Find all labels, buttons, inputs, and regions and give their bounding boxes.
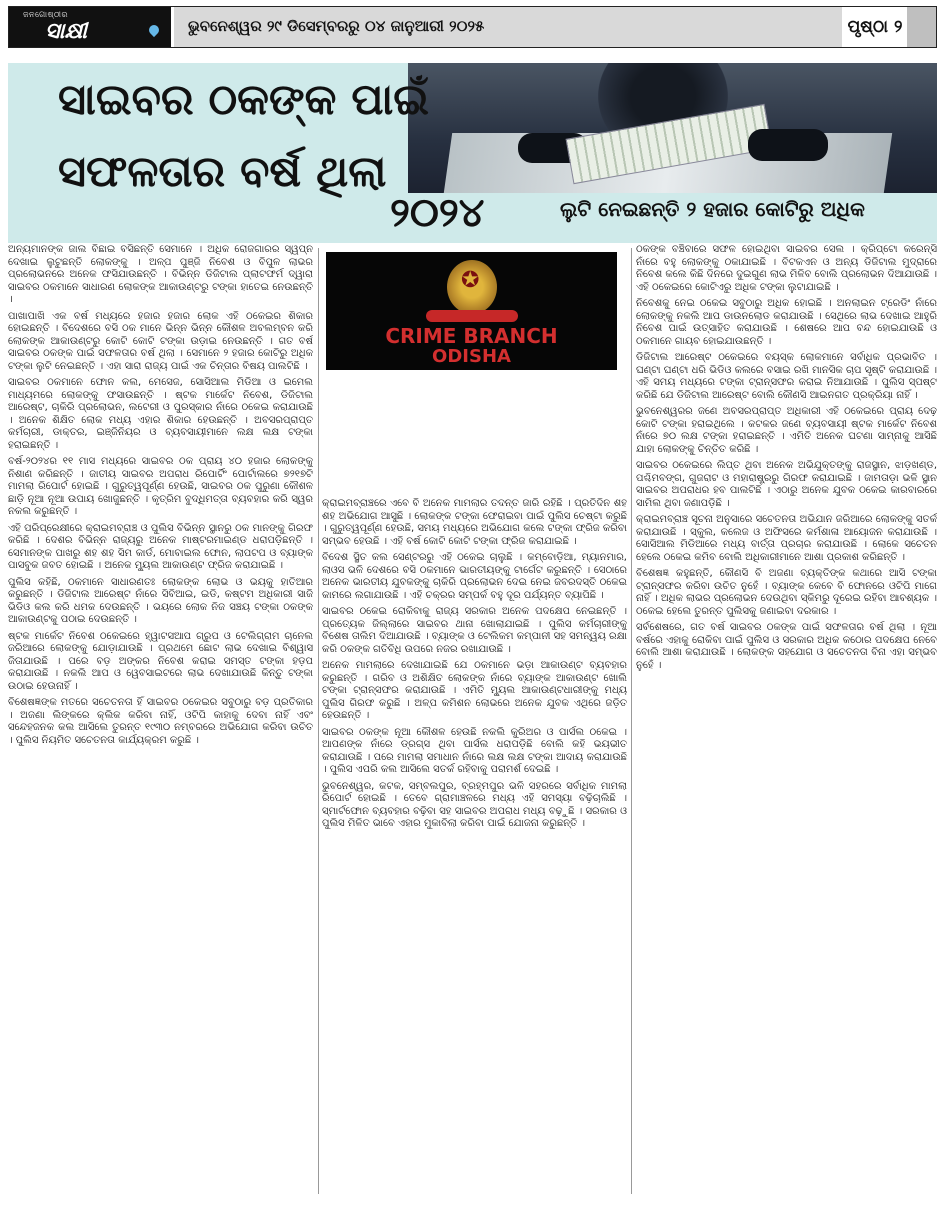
masthead — [8, 6, 937, 48]
paragraph: କ୍ରାଇମବ୍ରାଞ୍ଚରେ ଏବେ ବି ଅନେକ ମାମଲାର ତଦନ୍ତ ଜାରି ରହିଛି । ପ୍ରତିଦିନ ଶହ ଶହ ଅଭିଯୋଗ ଆସୁଛି । ଲୋକଙ୍କ ଟଙ୍କା ଫେରାଇବା ପାଇଁ ପୁଲିସ ଚେଷ୍ଟା କରୁଛି । ଗୁରୁତ୍ୱପୂର୍ଣ୍ଣ ହେଉଛି, ସମୟ ମଧ୍ୟରେ ଅଭିଯୋଗ କଲେ ଟଙ୍କା ଫ୍ରିଜ କରିବା ସମ୍ଭବ ହେଉଛି । ଏହି ବର୍ଷ କୋଟି କୋଟି ଟଙ୍କା ଫ୍ରିଜ କରାଯାଇଛି । — [322, 498, 627, 547]
column-divider — [631, 248, 632, 1194]
paragraph: ଏହି ପରିପ୍ରେକ୍ଷୀରେ କ୍ରାଇମବ୍ରାଞ୍ଚ ଓ ପୁଲିସ ବିଭିନ୍ନ ସ୍ଥାନରୁ ଠକ ମାନଙ୍କୁ ଗିରଫ କରିଛି । ଦେଶର ବିଭିନ୍ନ ରାଜ୍ୟରୁ ଅନେକ ମାଷ୍ଟରମାଇଣ୍ଡ ଧରାପଡ଼ିଛନ୍ତି । ସେମାନଙ୍କ ପାଖରୁ ଶହ ଶହ ସିମ କାର୍ଡ, ମୋବାଇଲ ଫୋନ, ଲାପଟପ ଓ ବ୍ୟାଙ୍କ ପାସବୁକ ଜବତ ହୋଇଛି । ଅନେକ ମ୍ୟୁଲ ଆକାଉଣ୍ଟ ଫ୍ରିଜ କରାଯାଇଛି । — [8, 522, 313, 571]
crime-branch-photo — [326, 252, 617, 370]
subheadline: ଲୁଟି ନେଇଛନ୍ତି ୨ ହଜାର କୋଟିରୁ ଅଧିକ — [560, 197, 865, 221]
paragraph: ପୁଲିସ କହିଛି, ଠକମାନେ ସାଧାରଣତଃ ଲୋକଙ୍କ ଲୋଭ ଓ ଭୟକୁ ହାତିଆର କରୁଛନ୍ତି । ଡିଜିଟାଲ ଆରେଷ୍ଟ ନାଁରେ ସିବିଆଇ, ଇଡି, କଷ୍ଟମ ଅଧିକାରୀ ସାଜି ଭିଡିଓ କଲ କରି ଧମକ ଦେଉଛନ୍ତି । ଭୟରେ ଲୋକ ନିଜ ସଞ୍ଚୟ ଟଙ୍କା ଠକଙ୍କ ଆକାଉଣ୍ଟକୁ ପଠାଇ ଦେଉଛନ୍ତି । — [8, 576, 313, 625]
issue-date: ଭୁବନେଶ୍ୱର ୨୯ ଡିସେମ୍ବରରୁ ୦୪ ଜାନୁଆରୀ ୨୦୨୫ — [174, 7, 842, 47]
paragraph: ସାଇବର ଠକଙ୍କ ନୂଆ କୌଶଳ ହେଉଛି ନକଲି କୁରିଅର ଓ ପାର୍ସଲ ଠକେଇ । ଆପଣଙ୍କ ନାଁରେ ଡ୍ରଗ୍ସ ଥିବା ପାର୍ସଲ ଧରାପଡ଼ିଛି ବୋଲି କହି ଭୟଭୀତ କରାଯାଉଛି । ପରେ ମାମଲା ସମାଧାନ ନାଁରେ ଲକ୍ଷ ଲକ୍ଷ ଟଙ୍କା ଆଦାୟ କରାଯାଉଛି । ପୁଲିସ ଏପରି କଲ ଆସିଲେ ସତର୍କ ରହିବାକୁ ପରାମର୍ଶ ଦେଇଛି । — [322, 726, 627, 775]
headline-line-1: ସାଇବର ଠକଙ୍କ ପାଇଁ — [58, 75, 430, 125]
article-column-2 — [322, 498, 627, 1196]
drop-icon — [147, 23, 161, 37]
crime-branch-state: ODISHA — [432, 346, 511, 367]
paragraph: ସାଇବର ଠକେଇ ରୋକିବାକୁ ରାଜ୍ୟ ସରକାର ଅନେକ ପଦକ୍ଷେପ ନେଇଛନ୍ତି । ପ୍ରତ୍ୟେକ ଜିଲ୍ଲାରେ ସାଇବର ଥାନା ଖୋଲାଯାଇଛି । ପୁଲିସ କର୍ମଚାରୀଙ୍କୁ ବିଶେଷ ତାଲିମ ଦିଆଯାଉଛି । ବ୍ୟାଙ୍କ ଓ ଟେଲିକମ କମ୍ପାନୀ ସହ ସମନ୍ୱୟ ରକ୍ଷା କରି ଠକଙ୍କ ଗତିବିଧି ଉପରେ ନଜର ରଖାଯାଉଛି । — [322, 606, 627, 655]
paragraph: ସାଇବର ଠକମାନେ ଫୋନ କଲ, ମେସେଜ, ସୋସିଆଲ ମିଡିଆ ଓ ଇମେଲ ମାଧ୍ୟମରେ ଲୋକଙ୍କୁ ଫସାଉଛନ୍ତି । ଷ୍ଟକ ମାର୍କେଟ ନିବେଶ, ଡିଜିଟାଲ ଆରେଷ୍ଟ, ଚାକିରି ପ୍ରଲୋଭନ, ଲଟେରୀ ଓ ପୁରସ୍କାର ନାଁରେ ଠକେଇ କରାଯାଉଛି । ଅନେକ ଶିକ୍ଷିତ ଲୋକ ମଧ୍ୟ ଏହାର ଶିକାର ହେଉଛନ୍ତି । ଅବସରପ୍ରାପ୍ତ କର୍ମଚାରୀ, ଡାକ୍ତର, ଇଞ୍ଜିନିୟର ଓ ବ୍ୟବସାୟୀମାନେ ଲକ୍ଷ ଲକ୍ଷ ଟଙ୍କା ହରାଇଛନ୍ତି । — [8, 377, 313, 451]
newspaper-logo — [9, 7, 171, 47]
emblem-ribbon — [426, 310, 518, 322]
paragraph: ଠକଙ୍କ ବଞ୍ଚିବାରେ ସଫଳ ହୋଇଥିବା ସାଇବର ସେଲ । କ୍ରିପ୍ଟୋ କରେନ୍ସି ନାଁରେ ବହୁ ଲୋକଙ୍କୁ ଠକାଯାଇଛି । ବିଟକଏନ ଓ ଅନ୍ୟ ଡିଜିଟାଲ ମୁଦ୍ରାରେ ନିବେଶ କଲେ କିଛି ଦିନରେ ଦୁଇଗୁଣ ଲାଭ ମିଳିବ ବୋଲି ପ୍ରଲୋଭନ ଦିଆଯାଉଛି । ଏହି ଠକେଇରେ କୋଟିଏରୁ ଅଧିକ ଟଙ୍କା ଲୁଟାଯାଇଛି । — [636, 244, 937, 293]
paragraph: ପାଖାପାଖି ଏକ ବର୍ଷ ମଧ୍ୟରେ ହଜାର ହଜାର ଲୋକ ଏହି ଠକେଇର ଶିକାର ହୋଇଛନ୍ତି । ବିଦେଶରେ ବସି ଠକ ମାନେ ଭିନ୍ନ ଭିନ୍ନ କୌଶଳ ଅବଲମ୍ବନ କରି ଲୋକଙ୍କ ଆକାଉଣ୍ଟରୁ କୋଟି କୋଟି ଟଙ୍କା ଉଡ଼ାଇ ନେଉଛନ୍ତି । ଗତ ବର୍ଷ ସାଇବର ଠକଙ୍କ ପାଇଁ ସଫଳତାର ବର୍ଷ ଥିଲା । ସେମାନେ ୨ ହଜାର କୋଟିରୁ ଅଧିକ ଟଙ୍କା ଲୁଟି ନେଇଛନ୍ତି । ଏହା ସାରା ରାଜ୍ୟ ପାଇଁ ଏକ ଚିନ୍ତାର ବିଷୟ ପାଲଟିଛି । — [8, 310, 313, 372]
column-divider — [318, 248, 319, 1194]
paragraph: କ୍ରାଇମବ୍ରାଞ୍ଚ ସୂଚନା ଅନୁସାରେ ସଚେତନତା ଅଭିଯାନ ଜରିଆରେ ଲୋକଙ୍କୁ ସତର୍କ କରାଯାଉଛି । ସ୍କୁଲ, କଲେଜ ଓ ଅଫିସରେ କର୍ମଶାଳା ଆୟୋଜନ କରାଯାଉଛି । ସୋସିଆଲ ମିଡିଆରେ ମଧ୍ୟ ବାର୍ତ୍ତା ପ୍ରଚାର କରାଯାଉଛି । ଲୋକେ ସଚେତନ ହେଲେ ଠକେଇ କମିବ ବୋଲି ଅଧିକାରୀମାନେ ଆଶା ପ୍ରକାଶ କରିଛନ୍ତି । — [636, 514, 937, 563]
paragraph: ଷ୍ଟକ ମାର୍କେଟ ନିବେଶ ଠକେଇରେ ହ୍ୱାଟସଆପ ଗ୍ରୁପ ଓ ଟେଲିଗ୍ରାମ ଚାନେଲ ଜରିଆରେ ଲୋକଙ୍କୁ ଯୋଡ଼ାଯାଉଛି । ପ୍ରଥମେ ଛୋଟ ଲାଭ ଦେଖାଇ ବିଶ୍ୱାସ ଜିତାଯାଉଛି । ପରେ ବଡ଼ ଅଙ୍କର ନିବେଶ କରାଇ ସମସ୍ତ ଟଙ୍କା ହଡ଼ପ କରାଯାଉଛି । ନକଲି ଆପ ଓ ୱେବସାଇଟରେ ଲାଭ ଦେଖାଯାଉଛି କିନ୍ତୁ ଟଙ୍କା ଉଠାଇ ହେଉନାହିଁ । — [8, 630, 313, 692]
article-column-3 — [636, 244, 937, 1196]
masthead-end-strip — [907, 7, 936, 47]
logo-wordmark: ସାକ୍ଷୀ — [45, 18, 87, 44]
hacker-photo — [408, 63, 937, 193]
paragraph: ଭୁବନେଶ୍ୱର, କଟକ, ସମ୍ବଲପୁର, ବ୍ରହ୍ମପୁର ଭଳି ସହରରେ ସର୍ବାଧିକ ମାମଲା ରିପୋର୍ଟ ହୋଇଛି । ତେବେ ଗ୍ରାମାଞ୍ଚଳରେ ମଧ୍ୟ ଏହି ସମସ୍ୟା ବଢ଼ିଚାଲିଛି । ସ୍ମାର୍ଟଫୋନ ବ୍ୟବହାର ବଢ଼ିବା ସହ ସାଇବର ଅପରାଧ ମଧ୍ୟ ବଢ଼ୁଛି । ସରକାର ଓ ପୁଲିସ ମିଳିତ ଭାବେ ଏହାର ମୁକାବିଲା କରିବା ପାଇଁ ଯୋଜନା କରୁଛନ୍ତି । — [322, 780, 627, 829]
paragraph: ଅନେକ ମାମଲାରେ ଦେଖାଯାଇଛି ଯେ ଠକମାନେ ଭଡ଼ା ଆକାଉଣ୍ଟ ବ୍ୟବହାର କରୁଛନ୍ତି । ଗରିବ ଓ ଅଶିକ୍ଷିତ ଲୋକଙ୍କ ନାଁରେ ବ୍ୟାଙ୍କ ଆକାଉଣ୍ଟ ଖୋଲି ଟଙ୍କା ଟ୍ରାନ୍ସଫର କରାଯାଉଛି । ଏମିତି ମ୍ୟୁଲ ଆକାଉଣ୍ଟଧାରୀଙ୍କୁ ମଧ୍ୟ ପୁଲିସ ଗିରଫ କରୁଛି । ଅଳ୍ପ କମିଶନ ଲୋଭରେ ଅନେକ ଯୁବକ ଏଥିରେ ଜଡ଼ିତ ହେଉଛନ୍ତି । — [322, 660, 627, 721]
paragraph: ବିଦେଶ ସ୍ଥିତ କଲ ସେଣ୍ଟରରୁ ଏହି ଠକେଇ ଚାଲୁଛି । କମ୍ବୋଡ଼ିଆ, ମ୍ୟାନମାର, ଲାଓସ ଭଳି ଦେଶରେ ବସି ଠକମାନେ ଭାରତୀୟଙ୍କୁ ଟାର୍ଗେଟ କରୁଛନ୍ତି । ସେଠାରେ ଅନେକ ଭାରତୀୟ ଯୁବକଙ୍କୁ ଚାକିରି ପ୍ରଲୋଭନ ଦେଇ ନେଇ ଜବରଦସ୍ତି ଠକେଇ କାମରେ ଲଗାଯାଉଛି । ଏହି ଚକ୍ରର ସମ୍ପର୍କ ବହୁ ଦୂର ପର୍ଯ୍ୟନ୍ତ ବ୍ୟାପିଛି । — [322, 552, 627, 601]
paragraph: ସର୍ବଶେଷରେ, ଗତ ବର୍ଷ ସାଇବର ଠକଙ୍କ ପାଇଁ ସଫଳତାର ବର୍ଷ ଥିଲା । ନୂଆ ବର୍ଷରେ ଏହାକୁ ରୋକିବା ପାଇଁ ପୁଲିସ ଓ ସରକାର ଅଧିକ କଠୋର ପଦକ୍ଷେପ ନେବେ ବୋଲି ଆଶା କରାଯାଉଛି । ଲୋକଙ୍କ ସହଯୋଗ ଓ ସଚେତନତା ବିନା ଏହା ସମ୍ଭବ ନୁହେଁ । — [636, 622, 937, 671]
paragraph: ବିଶେଷଜ୍ଞଙ୍କ ମତରେ ସଚେତନତା ହିଁ ସାଇବର ଠକେଇର ସବୁଠାରୁ ବଡ଼ ପ୍ରତିକାର । ଅଜଣା ଲିଙ୍କରେ କ୍ଲିକ କରିବା ନାହିଁ, ଓଟିପି କାହାକୁ ଦେବା ନାହିଁ ଏବଂ ସନ୍ଦେହଜନକ କଲ ଆସିଲେ ତୁରନ୍ତ ୧୯୩୦ ନମ୍ବରରେ ଅଭିଯୋଗ କରିବା ଉଚିତ । ପୁଲିସ ନିୟମିତ ସଚେତନତା କାର୍ଯ୍ୟକ୍ରମ କରୁଛି । — [8, 697, 313, 746]
crime-branch-title: CRIME BRANCH — [385, 324, 558, 348]
paragraph: ଅନ୍ୟମାନଙ୍କ ଜାଲ ବିଛାଇ ବସିଛନ୍ତି ସେମାନେ । ଅଧିକ ରୋଜଗାରର ସ୍ୱପ୍ନ ଦେଖାଇ ଲୁଟୁଛନ୍ତି ଲୋକଙ୍କୁ । ଅଳ୍ପ ପୁଞ୍ଜି ନିବେଶ ଓ ବିପୁଳ ଲାଭର ପ୍ରଲୋଭନରେ ଅନେକ ଫସିଯାଉଛନ୍ତି । ବିଭିନ୍ନ ଡିଜିଟାଲ ପ୍ଲାଟଫର୍ମ ଦ୍ୱାରା ସାଇବର ଠକମାନେ ସାଧାରଣ ଲୋକଙ୍କ ଆକାଉଣ୍ଟରୁ ଟଙ୍କା ହାତେଇ ନେଉଛନ୍ତି । — [8, 244, 313, 305]
paragraph: ଡିଜିଟାଲ ଆରେଷ୍ଟ ଠକେଇରେ ବୟସ୍କ ଲୋକମାନେ ସର୍ବାଧିକ ପ୍ରଭାବିତ । ଘଣ୍ଟା ଘଣ୍ଟା ଧରି ଭିଡିଓ କଲରେ ବସାଇ ରଖି ମାନସିକ ଚାପ ସୃଷ୍ଟି କରାଯାଉଛି । ଏହି ସମୟ ମଧ୍ୟରେ ଟଙ୍କା ଟ୍ରାନ୍ସଫର କରାଇ ନିଆଯାଉଛି । ପୁଲିସ ସ୍ପଷ୍ଟ କରିଛି ଯେ ଡିଜିଟାଲ ଆରେଷ୍ଟ ବୋଲି କୌଣସି ଆଇନଗତ ପ୍ରକ୍ରିୟା ନାହିଁ । — [636, 352, 937, 401]
headline-line-2: ସଫଳତାର ବର୍ଷ ଥିଲା — [58, 147, 387, 197]
paragraph: ବର୍ଷ-୨୦୨୪ର ୧୧ ମାସ ମଧ୍ୟରେ ସାଇବର ଠକ ପ୍ରାୟ ୪୦ ହଜାର ଲୋକଙ୍କୁ ନିଶାଣ କରିଛନ୍ତି । ଜାତୀୟ ସାଇବର ଅପରାଧ ରିପୋର୍ଟିଂ ପୋର୍ଟାଲରେ ୭୨୧୭ଟି ମାମଲା ରିପୋର୍ଟ ହୋଇଛି । ଗୁରୁତ୍ୱପୂର୍ଣ୍ଣ ହେଉଛି, ସାଇବର ଠକ ପୁରୁଣା କୌଶଳ ଛାଡ଼ି ନୂଆ ନୂଆ ଉପାୟ ଖୋଜୁଛନ୍ତି । କୃତ୍ରିମ ବୁଦ୍ଧିମତ୍ତା ବ୍ୟବହାର କରି ସ୍ୱର ନକଲ କରୁଛନ୍ତି । — [8, 456, 313, 517]
paragraph: ସାଇବର ଠକେଇରେ ଲିପ୍ତ ଥିବା ଅନେକ ଅଭିଯୁକ୍ତଙ୍କୁ ରାଜସ୍ଥାନ, ଝାଡ଼ଖଣ୍ଡ, ପଶ୍ଚିମବଙ୍ଗ, ଗୁଜରାଟ ଓ ମହାରାଷ୍ଟ୍ରରୁ ଗିରଫ କରାଯାଇଛି । ଜାମତାଡ଼ା ଭଳି ସ୍ଥାନ ସାଇବର ଅପରାଧର ହବ ପାଲଟିଛି । ଏଠାରୁ ଅନେକ ଯୁବକ ଠକେଇ କାରବାରରେ ସାମିଲ ଥିବା ଜଣାପଡ଼ିଛି । — [636, 460, 937, 509]
page-number: ପୃଷ୍ଠା ୨ — [845, 7, 905, 47]
headline-band — [8, 63, 937, 243]
paragraph: ଭୁବନେଶ୍ୱରର ଜଣେ ଅବସରପ୍ରାପ୍ତ ଅଧିକାରୀ ଏହି ଠକେଇରେ ପ୍ରାୟ ଦେଢ଼ କୋଟି ଟଙ୍କା ହରାଇଥିଲେ । କଟକର ଜଣେ ବ୍ୟବସାୟୀ ଷ୍ଟକ ମାର୍କେଟ ନିବେଶ ନାଁରେ ୭୦ ଲକ୍ଷ ଟଙ୍କା ହରାଇଛନ୍ତି । ଏମିତି ଅନେକ ଘଟଣା ସାମ୍ନାକୁ ଆସିଛି ଯାହା ଲୋକଙ୍କୁ ଚିନ୍ତିତ କରିଛି । — [636, 406, 937, 455]
paragraph: ବିଶେଷଜ୍ଞ କହୁଛନ୍ତି, କୌଣସି ବି ଅଜଣା ବ୍ୟକ୍ତିଙ୍କ କଥାରେ ଆସି ଟଙ୍କା ଟ୍ରାନ୍ସଫର କରିବା ଉଚିତ ନୁହେଁ । ବ୍ୟାଙ୍କ କେବେ ବି ଫୋନରେ ଓଟିପି ମାଗେ ନାହିଁ । ଅଧିକ ଲାଭର ପ୍ରଲୋଭନ ଦେଉଥିବା ସ୍କିମରୁ ଦୂରେଇ ରହିବା ଆବଶ୍ୟକ । ଠକେଇ ହେଲେ ତୁରନ୍ତ ପୁଲିସକୁ ଜଣାଇବା ଦରକାର । — [636, 568, 937, 617]
emblem-star-icon: ✪ — [461, 268, 480, 293]
headline-year: ୨୦୨୪ — [390, 189, 485, 236]
police-emblem-icon — [447, 260, 497, 314]
article-column-1 — [8, 244, 313, 1196]
logo-tagline: ଜନଗୋଷ୍ଠୀର — [23, 10, 69, 19]
paragraph: ନିବେଶକୁ ନେଇ ଠକେଇ ସବୁଠାରୁ ଅଧିକ ହୋଇଛି । ଅନଲାଇନ ଟ୍ରେଡିଂ ନାଁରେ ଲୋକଙ୍କୁ ନକଲି ଆପ ଡାଉନଲୋଡ କରାଯାଉଛି । ସେଥିରେ ଲାଭ ଦେଖାଇ ଆହୁରି ନିବେଶ ପାଇଁ ଉତ୍ସାହିତ କରାଯାଉଛି । ଶେଷରେ ଆପ ବନ୍ଦ ହୋଇଯାଉଛି ଓ ଠକମାନେ ଗାୟବ ହୋଇଯାଉଛନ୍ତି । — [636, 298, 937, 347]
right-hand — [748, 129, 828, 161]
